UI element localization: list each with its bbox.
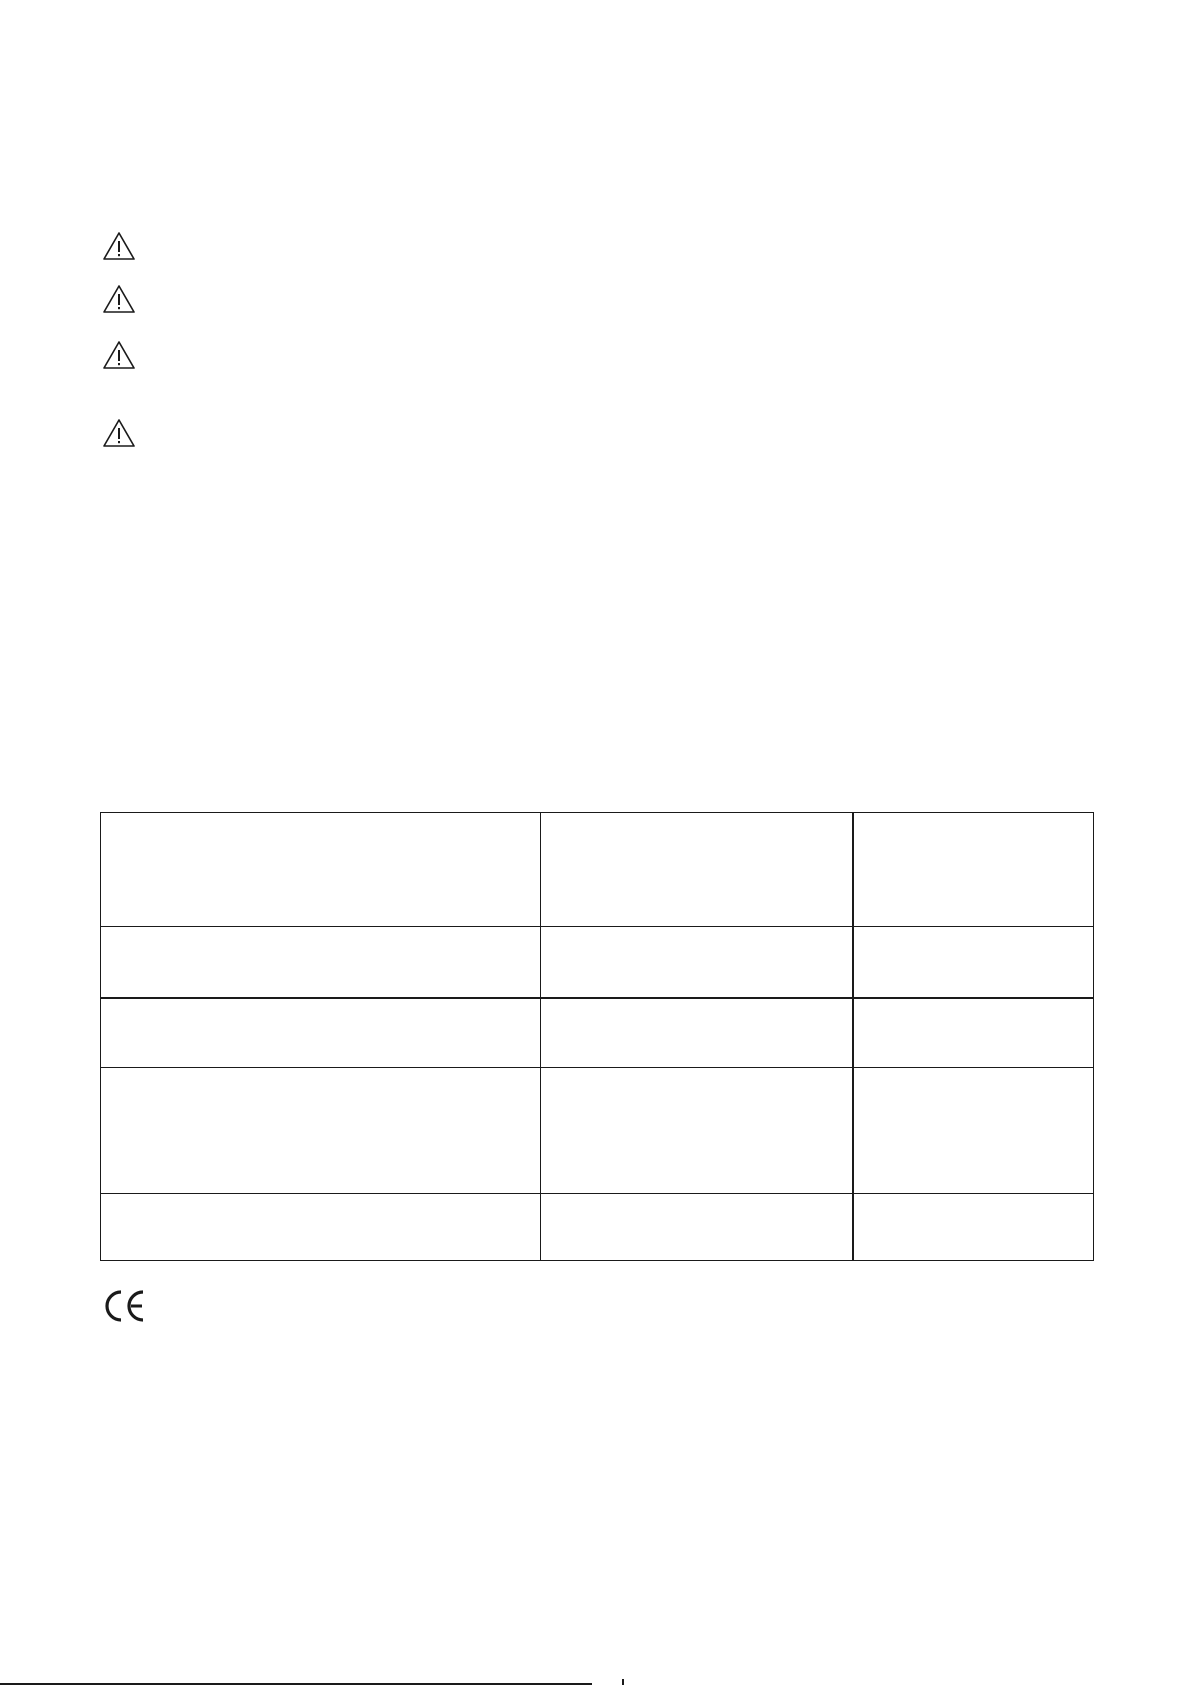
specification-table bbox=[100, 812, 1094, 1261]
table-cell bbox=[853, 927, 1094, 998]
table-cell bbox=[101, 1068, 541, 1194]
table-cell bbox=[541, 813, 853, 927]
table-cell bbox=[541, 927, 853, 998]
table-row bbox=[101, 1194, 1094, 1261]
table-cell bbox=[541, 1068, 853, 1194]
table-cell bbox=[853, 813, 1094, 927]
ce-mark-icon bbox=[104, 1289, 146, 1323]
table-cell bbox=[101, 927, 541, 998]
warning-icon bbox=[102, 340, 136, 370]
table-cell bbox=[853, 1194, 1094, 1261]
warning-icon bbox=[102, 231, 136, 261]
table-cell bbox=[101, 1194, 541, 1261]
table-cell bbox=[101, 813, 541, 927]
table-cell bbox=[853, 998, 1094, 1068]
table-cell bbox=[541, 1194, 853, 1261]
table-row bbox=[101, 998, 1094, 1068]
warning-icon bbox=[102, 284, 136, 314]
table-cell bbox=[101, 998, 541, 1068]
warning-icon bbox=[102, 418, 136, 448]
table-row bbox=[101, 813, 1094, 927]
table-cell bbox=[541, 998, 853, 1068]
table-row bbox=[101, 1068, 1094, 1194]
table-cell bbox=[853, 1068, 1094, 1194]
footer-tick-mark bbox=[622, 1679, 624, 1685]
table-row bbox=[101, 927, 1094, 998]
